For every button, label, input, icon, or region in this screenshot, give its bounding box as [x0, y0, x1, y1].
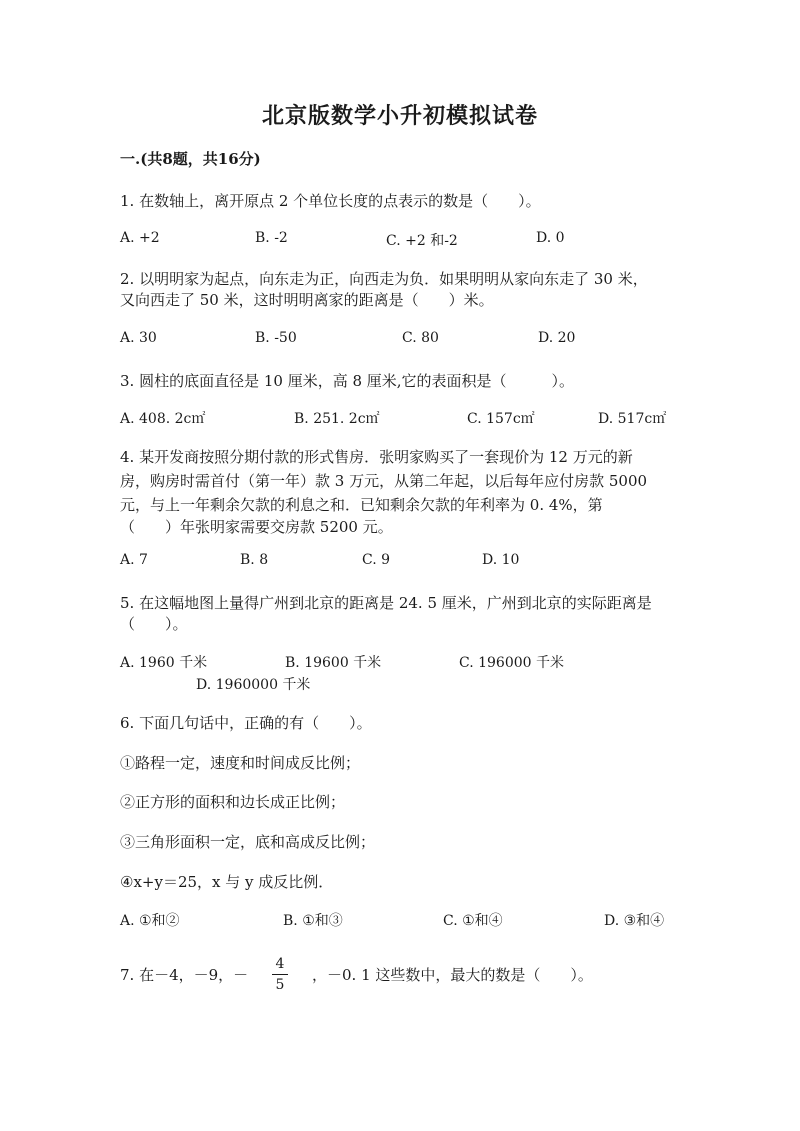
question-1-option-a: A. +2 [120, 230, 160, 246]
question-4-line-1: 4. 某开发商按照分期付款的形式售房．张明家购买了一套现价为 12 万元的新 [120, 448, 633, 466]
section-heading: 一.(共8题，共16分) [120, 150, 261, 168]
question-3-option-a: A. 408. 2c㎡ [120, 411, 206, 427]
question-4-line-2: 房，购房时需首付（第一年）款 3 万元，从第二年起，以后每年应付房款 5000 [120, 472, 648, 490]
question-2-line-2: 又向西走了 50 米，这时明明离家的距离是（ ）米。 [120, 291, 494, 309]
question-7-prefix: 7. 在－4，－9，－ [120, 966, 249, 984]
question-4-option-c: C. 9 [362, 552, 391, 568]
fraction-denominator: 5 [275, 977, 285, 993]
question-3-option-d: D. 517c㎡ [598, 411, 667, 427]
question-5-line-2: （ ）。 [120, 615, 188, 633]
question-6-option-c: C. ①和④ [443, 913, 503, 929]
question-5-option-b: B. 19600 千米 [285, 655, 382, 671]
question-6-option-a: A. ①和② [120, 913, 180, 929]
question-2-option-a: A. 30 [120, 330, 157, 346]
question-3-text: 3. 圆柱的底面直径是 10 厘米，高 8 厘米,它的表面积是（ ）。 [120, 372, 575, 390]
question-5-option-d: D. 1960000 千米 [196, 677, 311, 693]
question-1-text: 1. 在数轴上，离开原点 2 个单位长度的点表示的数是（ ）。 [120, 192, 541, 210]
question-6-statement-2: ②正方形的面积和边长成正比例； [120, 793, 346, 811]
question-5-line-1: 5. 在这幅地图上量得广州到北京的距离是 24. 5 厘米，广州到北京的实际距离是 [120, 594, 652, 612]
question-4-option-b: B. 8 [240, 552, 269, 568]
question-1-option-d: D. 0 [536, 230, 565, 246]
question-6-statement-3: ③三角形面积一定，底和高成反比例； [120, 833, 376, 851]
question-4-option-d: D. 10 [482, 552, 520, 568]
question-5-option-a: A. 1960 千米 [120, 655, 208, 671]
question-6-statement-1: ①路程一定，速度和时间成反比例； [120, 754, 361, 772]
question-2-option-b: B. -50 [255, 330, 297, 346]
question-6-text: 6. 下面几句话中，正确的有（ ）。 [120, 714, 372, 732]
question-1-option-b: B. -2 [255, 230, 288, 246]
question-1-option-c: C. +2 和-2 [386, 233, 458, 249]
page-title: 北京版数学小升初模拟试卷 [261, 103, 538, 129]
question-2-option-c: C. 80 [402, 330, 439, 346]
question-4-line-4: （ ）年张明家需要交房款 5200 元。 [120, 518, 393, 536]
question-2-line-1: 2. 以明明家为起点，向东走为正，向西走为负．如果明明从家向东走了 30 米， [120, 270, 648, 288]
question-3-option-b: B. 251. 2c㎡ [294, 411, 380, 427]
question-7-fraction [270, 955, 290, 994]
fraction-numerator: 4 [275, 956, 285, 972]
question-4-line-3: 元，与上一年剩余欠款的利息之和．已知剩余欠款的年利率为 0. 4%，第 [120, 496, 603, 514]
question-6-option-b: B. ①和③ [283, 913, 343, 929]
question-6-statement-4: ④x+y＝25，x 与 y 成反比例． [120, 873, 334, 891]
fraction-bar [272, 974, 288, 975]
question-7-suffix: ，－0. 1 这些数中，最大的数是（ ）。 [312, 966, 593, 984]
question-5-option-c: C. 196000 千米 [459, 655, 565, 671]
question-4-option-a: A. 7 [120, 552, 148, 568]
question-2-option-d: D. 20 [538, 330, 576, 346]
question-3-option-c: C. 157c㎡ [467, 411, 535, 427]
question-6-option-d: D. ③和④ [604, 913, 665, 929]
